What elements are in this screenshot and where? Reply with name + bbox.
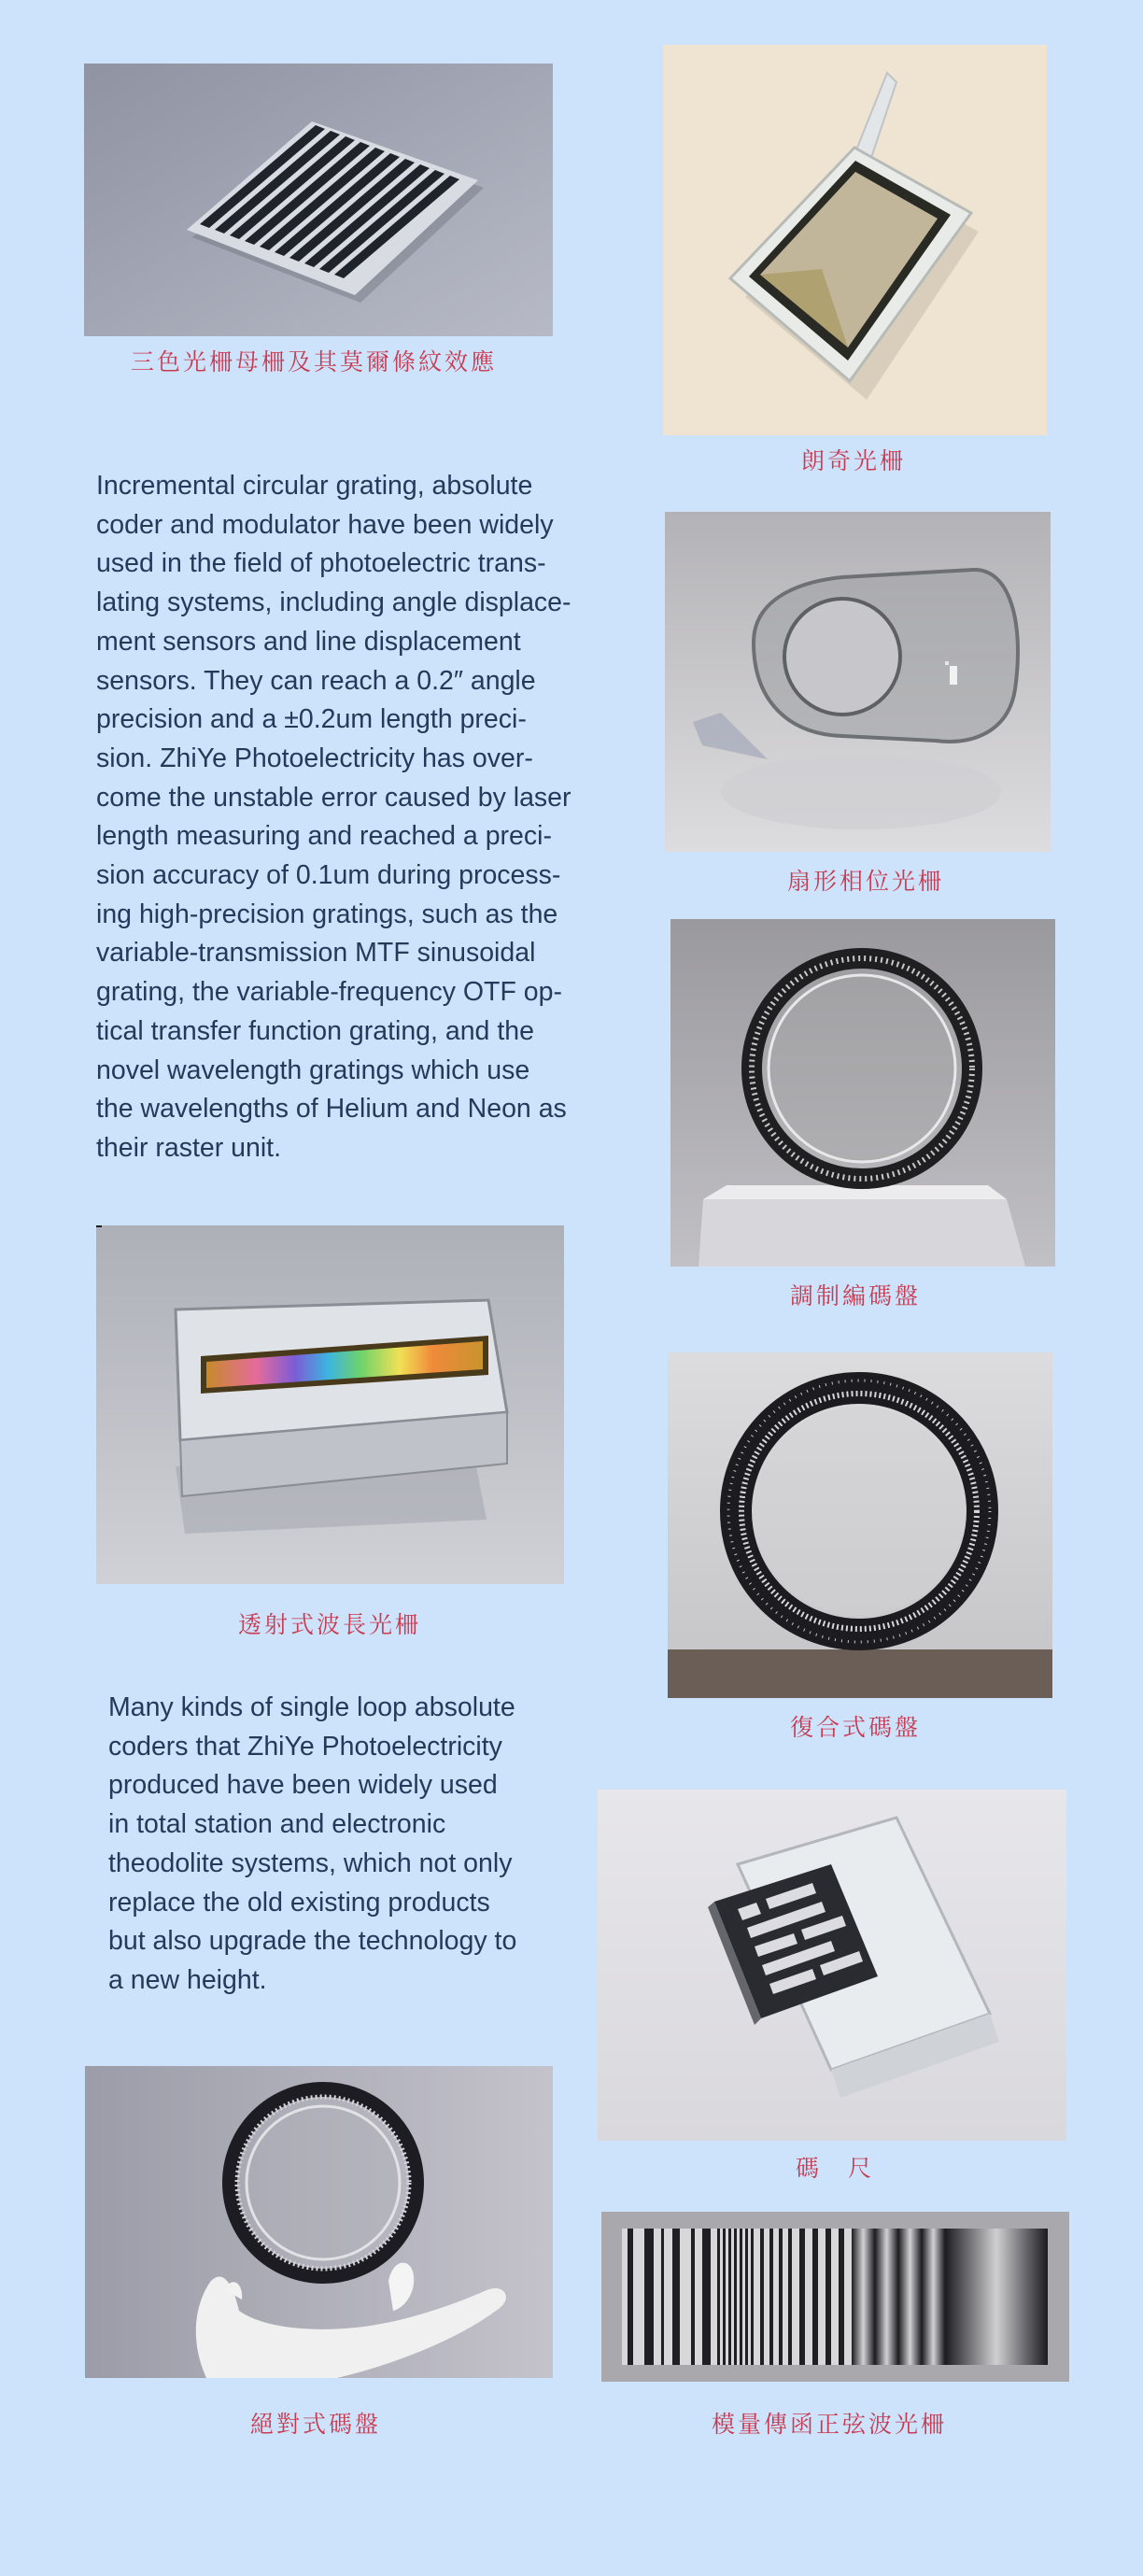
coders-line: theodolite systems, which not only <box>108 1847 513 1878</box>
mtf-sine-grating-photo <box>601 2212 1069 2382</box>
caption-code-ruler: 碼 尺 <box>796 2155 875 2182</box>
intro-line: Incremental circular grating, absolute <box>96 471 533 501</box>
intro-line: variable-transmission MTF sinusoidal <box>96 938 536 969</box>
intro-line: ment sensors and line displacement <box>96 626 521 657</box>
coders-paragraph <box>108 1689 516 2001</box>
caption-modulation-code-disk: 調制編碼盤 <box>790 1282 922 1309</box>
intro-line: the wavelengths of Helium and Neon as <box>96 1094 567 1125</box>
sector-phase-grating-photo <box>665 512 1051 852</box>
intro-line: tical transfer function grating, and the <box>96 1015 534 1046</box>
coders-line: produced have been widely used <box>108 1770 498 1801</box>
composite-code-disk-photo <box>668 1352 1052 1698</box>
intro-line: sion. ZhiYe Photoelectricity has over- <box>96 743 533 773</box>
coders-line: Many kinds of single loop absolute <box>108 1692 515 1722</box>
coders-line: coders that ZhiYe Photoelectricity <box>108 1731 502 1762</box>
intro-line: sensors. They can reach a 0.2″ angle <box>96 665 536 696</box>
intro-paragraph <box>96 467 572 1168</box>
intro-line: novel wavelength gratings which use <box>96 1054 530 1085</box>
intro-line: used in the field of photoelectric trans- <box>96 548 546 579</box>
code-ruler-photo <box>598 1790 1066 2141</box>
absolute-code-disk-photo <box>85 2066 553 2378</box>
transmission-wavelength-grating-photo <box>96 1225 564 1584</box>
coders-line: replace the old existing products <box>108 1887 490 1918</box>
intro-line: precision and a ±0.2um length preci- <box>96 704 527 735</box>
intro-line: their raster unit. <box>96 1132 281 1163</box>
intro-line: coder and modulator have been widely <box>96 509 554 540</box>
caption-tricolor-grating: 三色光柵母柵及其莫爾條紋效應 <box>131 348 498 375</box>
intro-line: length measuring and reached a preci- <box>96 821 552 852</box>
intro-line: come the unstable error caused by laser <box>96 782 572 813</box>
coders-line: a new height. <box>108 1964 267 1995</box>
intro-line: sion accuracy of 0.1um during process- <box>96 860 561 891</box>
tricolor-grating-photo <box>84 64 553 336</box>
caption-composite-code-disk: 復合式碼盤 <box>790 1714 922 1741</box>
caption-transmission-wavelength-grating: 透射式波長光柵 <box>238 1611 422 1638</box>
coders-line: but also upgrade the technology to <box>108 1926 517 1957</box>
caption-sector-phase-grating: 扇形相位光柵 <box>787 868 945 895</box>
ronchi-grating-photo <box>663 45 1047 435</box>
caption-mtf-sine-grating: 模量傳函正弦波光柵 <box>712 2411 948 2438</box>
intro-line: ing high-precision gratings, such as the <box>96 899 558 929</box>
caption-absolute-code-disk: 絕對式碼盤 <box>250 2411 382 2438</box>
coders-line: in total station and electronic <box>108 1809 446 1840</box>
caption-ronchi-grating: 朗奇光柵 <box>801 447 907 474</box>
intro-line: lating systems, including angle displace- <box>96 587 572 618</box>
modulation-code-disk-photo <box>670 919 1055 1267</box>
intro-line: grating, the variable-frequency OTF op- <box>96 977 562 1008</box>
